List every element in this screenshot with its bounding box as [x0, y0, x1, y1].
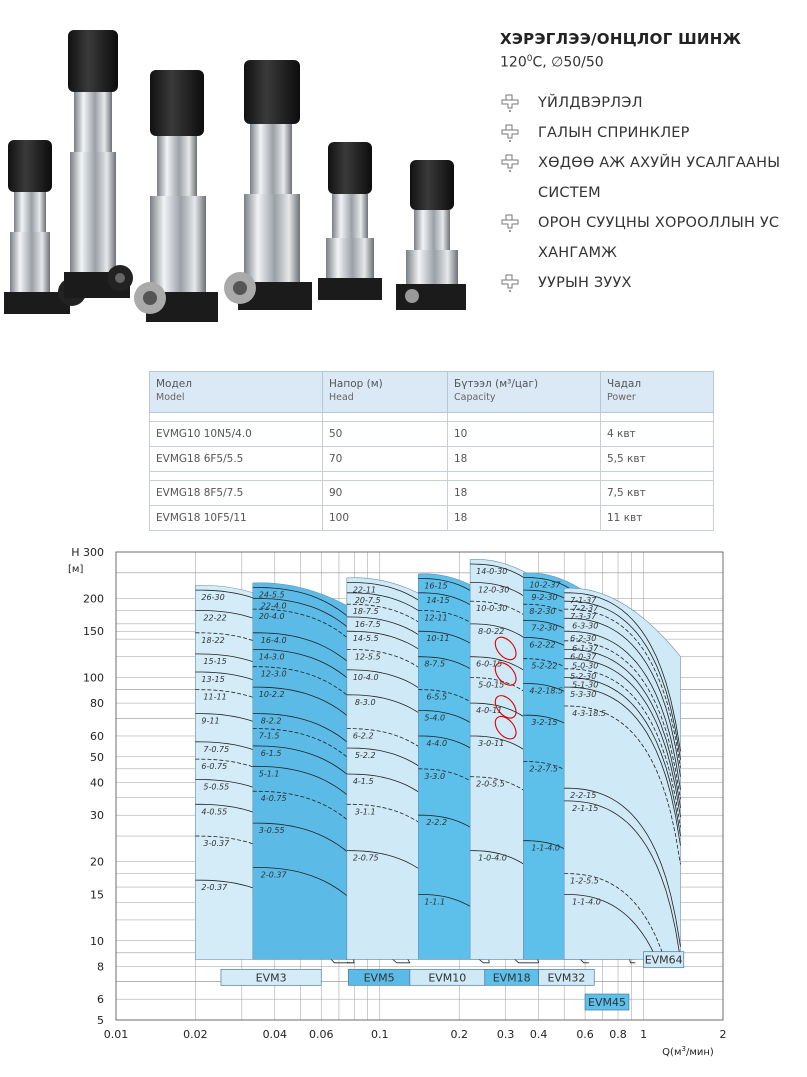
cell-head: 100	[323, 506, 448, 531]
curve-label: 6-3-30	[572, 621, 599, 631]
curve-label: 14-3.0	[258, 652, 285, 662]
curve-label: 11-11	[203, 692, 227, 702]
curve-label: 1-1-4.0	[531, 843, 561, 853]
curve-label: 2-1-15	[572, 803, 599, 813]
curve-label: 6-1-37	[572, 643, 599, 653]
pump-performance-chart	[0, 540, 807, 1077]
temperature-sup: 0	[526, 54, 533, 64]
curve-label: 10-2.2	[258, 690, 285, 700]
curve-label: 2-0-5.5	[476, 779, 505, 789]
curve-label: 22-4.0	[260, 601, 287, 611]
table-row	[150, 447, 714, 472]
curve-label: 14-0-30	[476, 567, 508, 577]
temperature-spec	[500, 54, 604, 71]
x-tick-label: 1	[640, 1028, 648, 1041]
curve-label: 1-1.1	[424, 897, 446, 907]
y-tick-label: 80	[90, 697, 104, 711]
curve-label: 6-1.5	[260, 748, 282, 758]
curve-label: 1-1-4.0	[572, 897, 601, 907]
cell-power: 5,5 квт	[601, 447, 714, 472]
curve-label: 9-11	[201, 716, 220, 726]
curve-label: 16-7.5	[354, 619, 381, 629]
curve-label: 2-2-7.5	[529, 764, 559, 774]
series-label: EVM32	[547, 971, 586, 985]
curve-label: 2-0.75	[352, 853, 379, 863]
y-tick-label: 15	[90, 888, 104, 902]
application-label: ХӨДӨӨ АЖ АХУЙН УСАЛГААНЫ СИСТЕМ	[538, 155, 781, 201]
cell-model: EVMG18 8F5/7.5	[150, 481, 323, 506]
faucet-icon	[498, 153, 524, 173]
curve-label: 8-2-30	[529, 607, 556, 617]
curve-label: 6-2.2	[352, 731, 374, 741]
curve-label: 8-2.2	[260, 716, 282, 726]
pump-3	[134, 70, 218, 322]
curve-label: 7-0.75	[203, 744, 230, 754]
table-row	[150, 481, 714, 506]
x-tick-label: 0.3	[496, 1028, 515, 1041]
x-tick-label: 0.04	[262, 1028, 288, 1041]
curve-label: 4-0.75	[260, 794, 287, 804]
y-tick-label: 60	[90, 729, 104, 743]
curve-label: 7-1-37	[570, 595, 597, 605]
y-axis-unit: [м]	[68, 564, 84, 575]
curve-label: 4-3-18.5	[572, 708, 606, 718]
curve-label: 24-5.5	[258, 590, 285, 600]
y-tick-label: 30	[90, 809, 104, 823]
faucet-icon	[498, 93, 524, 113]
y-axis-title: H 300	[71, 546, 104, 559]
cell-capacity: 18	[448, 447, 601, 472]
curve-label: 2-2-15	[570, 791, 597, 801]
cell-capacity: 18	[448, 506, 601, 531]
curve-label: 5-2.2	[354, 751, 376, 761]
cell-head: 70	[323, 447, 448, 472]
curve-label: 12-3.0	[260, 669, 287, 679]
x-tick-label: 0.6	[576, 1028, 594, 1041]
curve-label: 15-15	[203, 656, 227, 666]
curve-label: 7-2-37	[572, 604, 599, 614]
spec-table-header	[150, 372, 714, 413]
cell-model: EVMG18 10F5/11	[150, 506, 323, 531]
col-header-model: Модел Model	[150, 372, 323, 413]
pump-6	[396, 160, 466, 310]
curve-label: 14-5.5	[352, 634, 379, 644]
cell-power: 11 квт	[601, 506, 714, 531]
curve-label: 22-11	[352, 585, 377, 595]
cell-capacity: 18	[448, 481, 601, 506]
x-tick-label: 2	[719, 1028, 727, 1041]
series-label: EVM10	[428, 971, 467, 985]
temperature-rest: C, ∅50/50	[532, 54, 604, 71]
faucet-icon	[498, 273, 524, 293]
curve-label: 8-0-22	[478, 626, 505, 636]
curve-label: 22-22	[203, 613, 227, 623]
curve-label: 3-0.55	[258, 826, 285, 836]
curve-label: 3-2-15	[531, 718, 558, 728]
application-item	[498, 148, 803, 208]
col-header-head: Напор (м) Head	[323, 372, 448, 413]
curve-label: 5-3-30	[570, 690, 597, 700]
curve-label: 10-11	[426, 634, 450, 644]
x-tick-label: 0.01	[103, 1028, 129, 1041]
curve-label: 5-2-22	[531, 661, 558, 671]
y-tick-label: 40	[90, 776, 104, 790]
x-tick-label: 0.02	[183, 1028, 208, 1041]
application-label: ОРОН СУУЦНЫ ХОРООЛЛЫН УС ХАНГАМЖ	[538, 215, 780, 261]
curve-label: 20-4.0	[258, 612, 285, 622]
cell-capacity: 10	[448, 422, 601, 447]
curve-label: 12-0-30	[478, 585, 510, 595]
curve-label: 6-5.5	[426, 692, 448, 702]
series-label: EVM3	[255, 971, 287, 985]
curve-label: 4-4.0	[426, 738, 448, 748]
curve-label: 13-15	[201, 674, 225, 684]
x-tick-label: 0.4	[529, 1028, 548, 1041]
curve-label: 2-2.2	[426, 818, 448, 828]
faucet-icon	[498, 213, 524, 233]
spec-table	[149, 371, 714, 531]
curve-label: 5-2-30	[570, 671, 597, 681]
curve-label: 2-0.37	[260, 870, 287, 880]
application-item	[498, 118, 803, 148]
curve-label: 12-5.5	[354, 652, 381, 662]
y-tick-label: 150	[83, 625, 104, 639]
y-tick-label: 50	[90, 750, 104, 764]
series-label: EVM45	[588, 996, 626, 1010]
curve-label: 6-2-22	[529, 640, 556, 650]
y-tick-label: 10	[90, 934, 104, 948]
curve-label: 2-0.37	[201, 883, 228, 893]
curve-label: 10-0-30	[476, 604, 508, 614]
x-tick-label: 0.1	[371, 1028, 389, 1041]
application-label: ГАЛЫН СПРИНКЛЕР	[538, 125, 690, 141]
curve-label: 7-3-37	[570, 612, 597, 622]
temperature-value: 120	[500, 54, 527, 71]
curve-label: 3-1.1	[354, 807, 376, 817]
curve-label: 5-1-30	[572, 680, 599, 690]
curve-label: 1-2-5.5	[570, 876, 599, 886]
cell-head: 90	[323, 481, 448, 506]
cell-model: EVMG10 10N5/4.0	[150, 422, 323, 447]
table-row	[150, 422, 714, 447]
curve-label: 7-2-30	[531, 623, 558, 633]
x-axis-title: $Q(м^3/мин)$	[662, 1045, 714, 1058]
curve-label: 6-0-15	[476, 659, 503, 669]
curve-label: 10-4.0	[352, 672, 379, 682]
curve-label: 10-2-37	[529, 580, 561, 590]
curve-label: 16-15	[424, 581, 448, 591]
curve-label: 4-0.55	[201, 807, 228, 817]
curve-label: 8-3.0	[354, 697, 376, 707]
curve-label: 5-1.1	[258, 769, 280, 779]
pump-4	[224, 60, 312, 310]
curve-label: 16-4.0	[260, 635, 287, 645]
curve-label: 5-0-15	[478, 680, 505, 690]
curve-label: 5-0-30	[572, 661, 599, 671]
curve-label: 26-30	[201, 593, 225, 603]
cell-power: 4 квт	[601, 422, 714, 447]
curve-label: 4-2-18.5	[529, 686, 564, 696]
y-tick-label: 8	[97, 960, 104, 974]
series-label: EVM18	[492, 971, 531, 985]
series-evm64	[564, 588, 684, 968]
curve-label: 5-0.55	[203, 782, 230, 792]
pump-2	[64, 30, 133, 298]
curve-label: 6-2-30	[570, 634, 597, 644]
application-item	[498, 88, 803, 118]
application-item	[498, 208, 803, 268]
application-item	[498, 268, 803, 298]
y-tick-label: 20	[90, 855, 104, 869]
table-row	[150, 506, 714, 531]
curve-label: 9-2-30	[531, 593, 558, 603]
curve-label: 4-0-11	[476, 706, 503, 716]
application-label: УУРЫН ЗУУХ	[538, 275, 632, 291]
pump-5	[318, 142, 382, 300]
y-tick-label: 200	[83, 592, 104, 606]
application-label: ҮЙЛДВЭРЛЭЛ	[538, 95, 643, 111]
curve-label: 14-15	[426, 595, 450, 605]
curve-label: 6-0-37	[570, 652, 597, 662]
curve-label: 4-1.5	[352, 777, 374, 787]
applications-title: ХЭРЭГЛЭЭ/ОНЦЛОГ ШИНЖ	[500, 30, 742, 48]
curve-label: 7-1.5	[258, 731, 280, 741]
y-tick-label: 6	[97, 993, 104, 1007]
x-tick-label: 0.8	[609, 1028, 627, 1041]
cell-head: 50	[323, 422, 448, 447]
col-header-power: Чадал Power	[601, 372, 714, 413]
curve-label: 18-7.5	[352, 607, 379, 617]
curve-label: 1-0-4.0	[478, 853, 507, 863]
x-tick-label: 0.2	[450, 1028, 468, 1041]
series-label: EVM64	[644, 953, 683, 967]
cell-model: EVMG18 6F5/5.5	[150, 447, 323, 472]
series-label: EVM5	[363, 971, 395, 985]
cell-power: 7,5 квт	[601, 481, 714, 506]
curve-label: 3-3.0	[424, 771, 446, 781]
curve-label: 20-7.5	[354, 595, 381, 605]
curve-label: 8-7.5	[424, 659, 446, 669]
curve-label: 18-22	[201, 635, 225, 645]
curve-label: 3-0-11	[478, 738, 505, 748]
x-tick-label: 0.06	[309, 1028, 334, 1041]
y-tick-label: 100	[83, 671, 104, 685]
curve-label: 6-0.75	[201, 762, 228, 772]
curve-label: 12-11	[424, 613, 448, 623]
pump-product-photo	[0, 20, 480, 330]
curve-label: 3-0.37	[203, 839, 230, 849]
faucet-icon	[498, 123, 524, 143]
applications-list	[498, 88, 803, 298]
y-tick-label: 5	[97, 1014, 104, 1027]
col-header-capacity: Бүтээл (м³/цаг) Capacity	[448, 372, 601, 413]
curve-label: 5-4.0	[424, 713, 446, 723]
